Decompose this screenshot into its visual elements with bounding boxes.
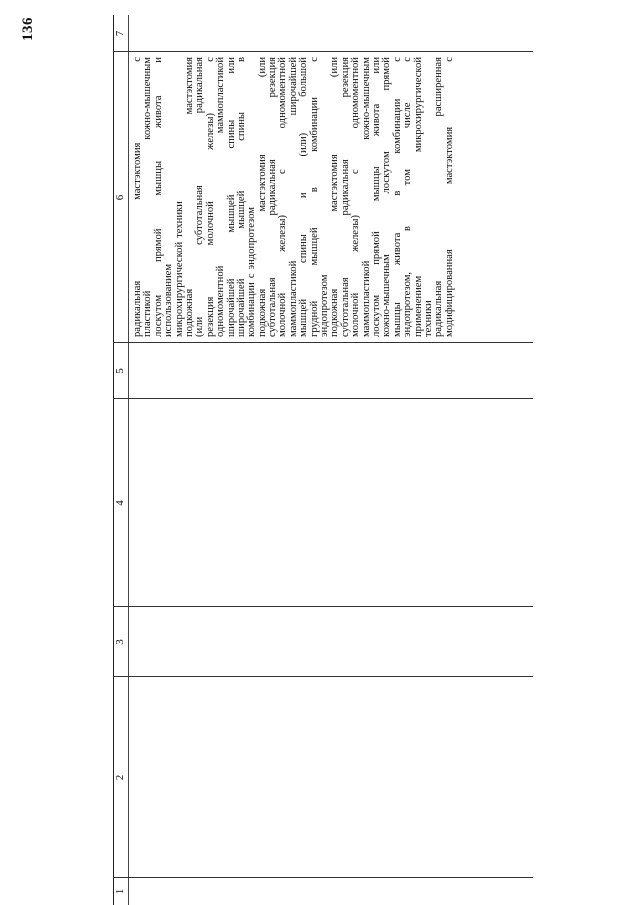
text-word: прямой [381,57,393,91]
text-word: мышцы [391,302,403,337]
text-word: с [391,57,403,62]
column-number-2: 2 [114,774,126,781]
text-word: прямой [370,231,382,265]
text-word: мышцы [370,166,382,202]
text-word: (или [194,316,206,337]
text-word: радикальная [339,159,351,216]
text-word: подкожная [256,288,268,337]
text-word: подкожная [329,288,341,337]
text-word: мышцы [152,160,164,196]
text-word: с [277,169,289,175]
text-word: в [391,190,403,196]
header-row-border [128,15,129,905]
text-word: кожно-мышечным [381,254,393,337]
text-word: комбинации [391,98,403,154]
column-border [113,342,533,343]
text-word: с [246,273,258,279]
page-number: 136 [20,17,36,41]
text-word: одномоментной [277,57,289,129]
text-word: модифицированная [443,249,455,337]
text-word: подкожная [183,288,195,337]
text-word: мышцей [225,194,237,233]
text-word: с [402,57,414,62]
text-word: (или [256,57,268,78]
text-word: эндопротезом, [402,271,414,337]
text-word: лоскутом [370,294,382,337]
text-word: с [308,57,320,62]
text-word: пластикой [142,290,154,337]
text-word: железы) [204,113,216,150]
text-word: микрохирургической [173,241,185,337]
text-word: одномоментной [350,57,362,129]
text-word: маммопластикой [360,260,372,337]
text-word: мастэктомия [443,126,455,185]
text-word: том [402,169,414,186]
text-word: мастэктомия [256,154,268,212]
text-word: с [132,57,143,62]
text-word: (или [329,57,341,78]
column-border [113,877,533,878]
text-word: в [402,226,414,232]
text-word: спины [298,234,310,263]
column-number-4: 4 [114,500,126,506]
text-word: расширенная [433,57,445,117]
text-word: маммопластикой [287,260,299,337]
text-word: в [308,187,320,193]
column-number-7: 7 [114,30,126,37]
text-word: маммопластикой [215,57,227,134]
text-word: с [443,57,455,62]
text-word: большой [298,57,310,97]
text-word: комбинации [246,282,258,337]
text-word: комбинации [308,97,320,152]
text-word: радикальная [267,159,279,216]
text-word: эндопротезом [319,274,331,337]
text-word: резекция [339,57,351,98]
table-cell-column-6 [133,57,455,337]
text-word: субтотальная [267,277,279,337]
text-word: живота [152,95,164,129]
column-number-1: 1 [114,888,126,895]
column-border [113,606,533,607]
text-line [403,57,413,337]
text-word: мастэктомия [132,142,143,200]
text-word: железы) [277,215,289,252]
text-word: радикальная [433,280,445,337]
text-word: кожно-мышечным [142,57,154,140]
text-word: прямой [152,228,164,263]
column-number-3: 3 [114,639,126,645]
text-word: спины [235,111,247,141]
text-word: широчайшей [225,278,237,337]
text-word: резекция [204,296,216,337]
text-word: с [350,169,362,175]
text-line [445,57,455,337]
text-word: мастэктомия [183,57,195,115]
text-word: молочной [204,201,216,246]
text-word: грудной [308,300,320,337]
text-word: и [298,192,310,199]
column-number-5: 5 [114,368,126,374]
text-word: и [152,57,164,63]
text-word: в [235,57,247,63]
column-border [113,398,533,399]
text-word: мастэктомия [329,154,341,212]
text-word: радикальная [194,57,206,114]
text-word: молочной [350,292,362,337]
column-number-6: 6 [114,194,126,201]
text-word: железы) [350,215,362,252]
text-word: или [225,57,237,74]
text-word: мышцей [298,298,310,337]
column-border [113,676,533,677]
table [26,0,640,905]
text-word: субтотальная [194,185,206,245]
text-word: техники [173,201,185,238]
text-word: числе [402,102,414,129]
text-word: применением [412,275,424,337]
column-border [113,51,533,52]
text-word: (или) [298,132,310,157]
text-word: техники [422,300,434,337]
text-line [195,57,205,337]
text-word: живота [391,232,403,266]
text-word: кожно-мышечным [360,57,372,140]
text-word: микрохирургической [412,57,424,153]
text-word: с [204,57,216,62]
text-word: или [370,57,382,74]
text-word: молочной [277,292,289,337]
text-word: спины [225,119,237,149]
text-word: живота [370,103,382,137]
text-word: одномоментной [215,265,227,337]
text-word: радикальная [132,280,143,337]
text-word: резекция [267,57,279,98]
text-line [216,57,226,337]
text-word: использованием [163,263,175,337]
text-word: эндопротезом [246,207,258,270]
text-word: субтотальная [339,277,351,337]
text-word: мышцей [308,227,320,266]
text-word: лоскутом [152,294,164,337]
text-word: мышцей [235,190,247,229]
text-word: лоскутом [381,151,393,194]
text-line [414,57,424,337]
text-word: широчайшей [287,57,299,116]
text-line [164,57,174,337]
text-word: широчайшей [235,278,247,337]
